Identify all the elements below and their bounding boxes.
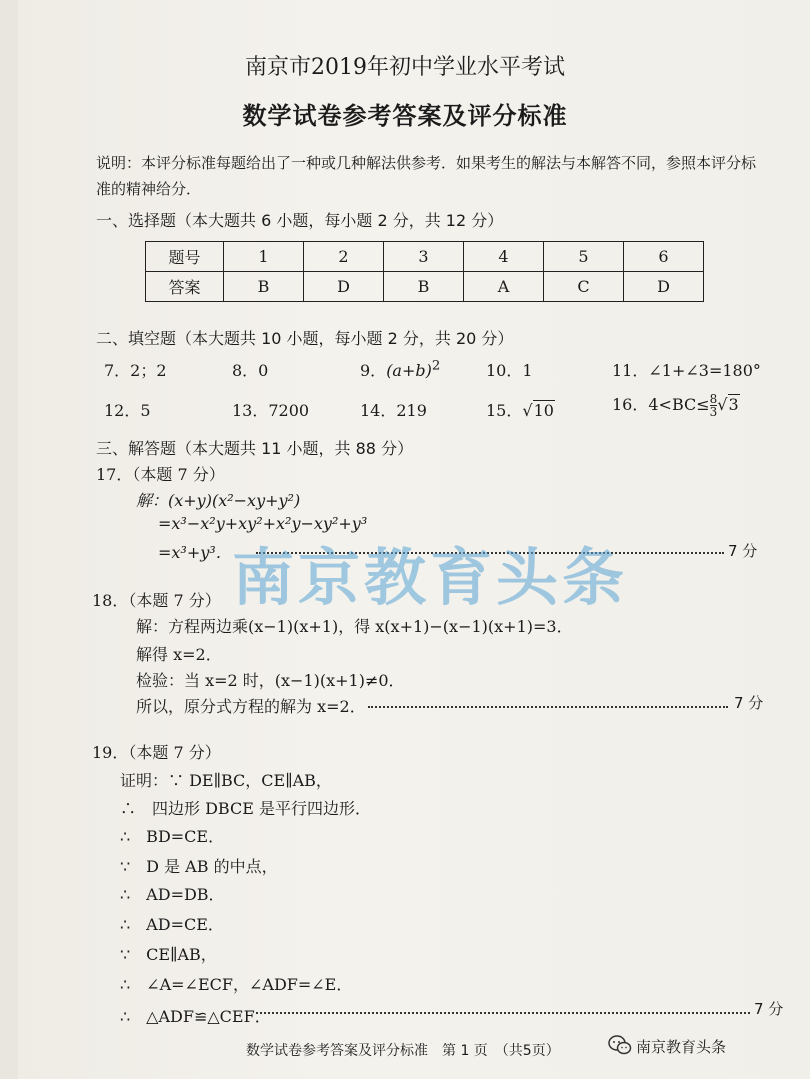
- answer-cell: A: [464, 272, 544, 302]
- q18-line-3: 检验：当 x=2 时，(x−1)(x+1)≠0．: [136, 671, 405, 690]
- q19-line-9: ∴ △ADF≌△CEF．: [120, 1007, 271, 1026]
- q18-line-4: 所以，原分式方程的解为 x=2．: [136, 697, 366, 716]
- table-row: [146, 242, 704, 272]
- fill-label-16: 16．4<BC≤: [612, 395, 710, 414]
- q19-score: 7 分: [754, 1000, 784, 1018]
- fill-radicand-15: 10: [533, 401, 554, 420]
- q19-line-1: 证明：∵ DE∥BC，CE∥AB，: [120, 771, 332, 790]
- fill-expr-9: (a+b): [386, 361, 432, 380]
- answer-cell: B: [224, 272, 304, 302]
- question-number: 6: [624, 242, 704, 272]
- fill-fraction-16: [710, 393, 718, 418]
- fill-label-9: 9．: [360, 361, 387, 380]
- q17-line-1: 解：(x+y)(x²−xy+y²): [136, 491, 301, 510]
- fill-radicand-16: 3: [728, 395, 739, 414]
- fill-label-15: 15．: [486, 401, 523, 420]
- page-footer: 数学试卷参考答案及评分标准 第 1 页 （共5页）: [246, 1043, 560, 1059]
- question-number: 2: [304, 242, 384, 272]
- question-number: 1: [224, 242, 304, 272]
- answer-table: [145, 241, 704, 302]
- q19-line-4: ∵ D 是 AB 的中点，: [120, 857, 278, 876]
- fill-answer-16: 16．4<BC≤ $\frac{8}{3}$ √3: [612, 392, 739, 419]
- q19-line-5: ∴ AD=DB．: [120, 885, 225, 904]
- fill-answer-13: 13．7200: [232, 401, 310, 420]
- q19-line-6: ∴ AD=CE．: [120, 915, 224, 934]
- section-solution-heading: 三、解答题（本大题共 11 小题，共 88 分）: [96, 439, 414, 458]
- brand-label: 南京教育头条: [636, 1038, 727, 1056]
- fill-exp-9: 2: [431, 358, 441, 374]
- header-cell-number: 题号: [146, 242, 224, 272]
- score-leader: [256, 1012, 750, 1014]
- fraction-numerator: 8: [709, 392, 718, 406]
- q18-score: 7 分: [734, 694, 764, 712]
- fill-answer-14: 14．219: [360, 401, 427, 420]
- answer-cell: D: [624, 272, 704, 302]
- fill-answer-8: 8．0: [232, 361, 269, 380]
- grading-note: 说明：本评分标准每题给出了一种或几种解法供参考．如果考生的解法与本解答不同，参照本评分标准的精神给分．: [96, 154, 757, 198]
- fill-answer-11: 11．∠1+∠3=180°: [612, 361, 761, 380]
- q19-heading: 19．（本题 7 分）: [92, 743, 221, 762]
- q19-line-7: ∵ CE∥AB，: [120, 945, 217, 964]
- fill-answer-12: 12．5: [104, 401, 151, 420]
- q18-line-2: 解得 x=2．: [136, 645, 222, 664]
- watermark-text: 南京教育头条: [232, 541, 629, 614]
- q17-line-2: =x³−x²y+xy²+x²y−xy²+y³: [158, 514, 368, 533]
- fill-answer-9: [360, 358, 440, 381]
- score-leader: [368, 706, 728, 708]
- q18-line-1: 解：方程两边乘(x−1)(x+1)，得 x(x+1)−(x−1)(x+1)=3．: [136, 617, 573, 636]
- header-cell-answer: 答案: [146, 272, 224, 302]
- q17-score: 7 分: [728, 542, 758, 560]
- section-fill-heading: 二、填空题（本大题共 10 小题，每小题 2 分，共 20 分）: [96, 329, 514, 348]
- q18-heading: 18．（本题 7 分）: [92, 591, 221, 610]
- q19-line-2: ∴ 四边形 DBCE 是平行四边形．: [120, 799, 371, 818]
- q17-heading: 17．（本题 7 分）: [96, 465, 225, 484]
- q19-line-3: ∴ BD=CE．: [120, 827, 225, 846]
- answer-cell: D: [304, 272, 384, 302]
- answer-cell: B: [384, 272, 464, 302]
- question-number: 3: [384, 242, 464, 272]
- question-number: 5: [544, 242, 624, 272]
- fill-answer-7: 7．2；2: [104, 361, 167, 380]
- table-row: [146, 272, 704, 302]
- question-number: 4: [464, 242, 544, 272]
- fill-answer-10: 10．1: [486, 361, 533, 380]
- wechat-icon: [608, 1034, 632, 1056]
- exam-title: 南京市2019年初中学业水平考试: [245, 55, 565, 80]
- section-choice-heading: 一、选择题（本大题共 6 小题，每小题 2 分，共 12 分）: [96, 211, 504, 230]
- answer-cell: C: [544, 272, 624, 302]
- q17-line-3: =x³+y³．: [158, 543, 232, 562]
- exam-subtitle: 数学试卷参考答案及评分标准: [242, 102, 568, 130]
- fill-answer-15: 15．√10: [486, 401, 554, 420]
- q19-line-8: ∴ ∠A=∠ECF，∠ADF=∠E．: [120, 975, 353, 994]
- fraction-denominator: 3: [709, 405, 718, 419]
